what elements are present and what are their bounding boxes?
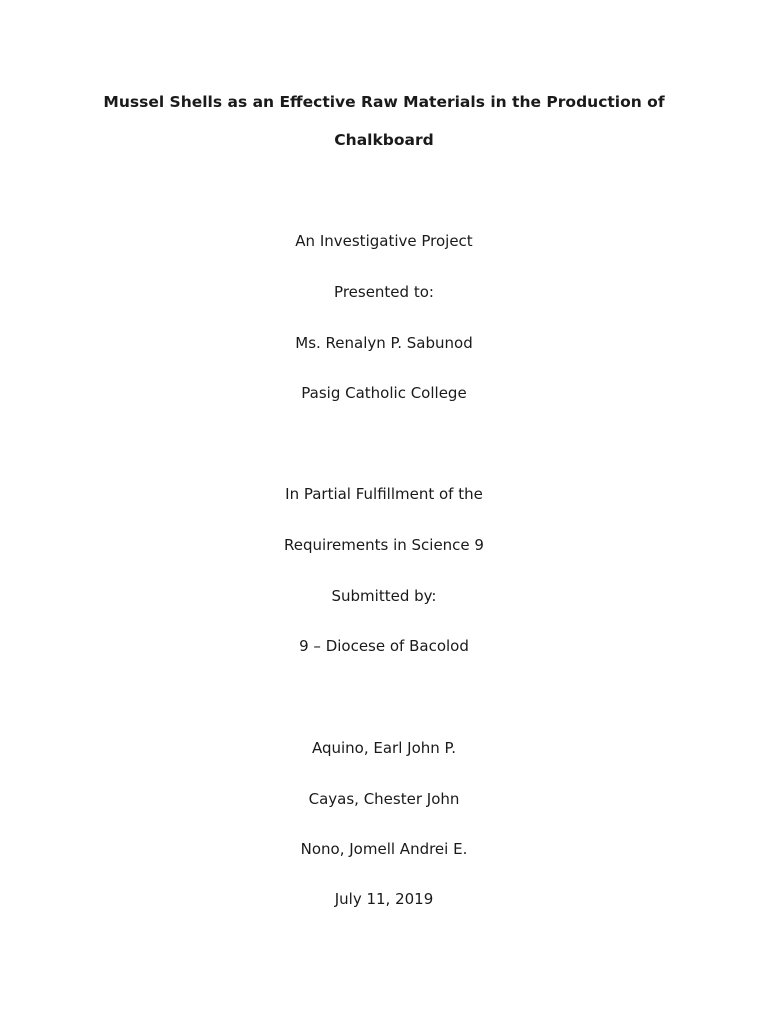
title-line-2: Chalkboard [334,131,434,149]
title-line-1: Mussel Shells as an Effective Raw Materials in the Production of [103,93,665,111]
submission-date: July 11, 2019 [334,890,434,908]
fulfillment-line-1: In Partial Fulfillment of the [285,485,483,503]
author-name: Nono, Jomell Andrei E. [300,840,468,858]
presented-to-label: Presented to: [334,283,434,301]
author-name: Cayas, Chester John [308,790,460,808]
teacher-name: Ms. Renalyn P. Sabunod [295,334,473,352]
fulfillment-line-2: Requirements in Science 9 [284,536,484,554]
project-type: An Investigative Project [295,232,473,250]
section-name: 9 – Diocese of Bacolod [299,637,469,655]
submitted-by-label: Submitted by: [331,587,437,605]
school-name: Pasig Catholic College [301,384,467,402]
author-name: Aquino, Earl John P. [311,739,457,757]
